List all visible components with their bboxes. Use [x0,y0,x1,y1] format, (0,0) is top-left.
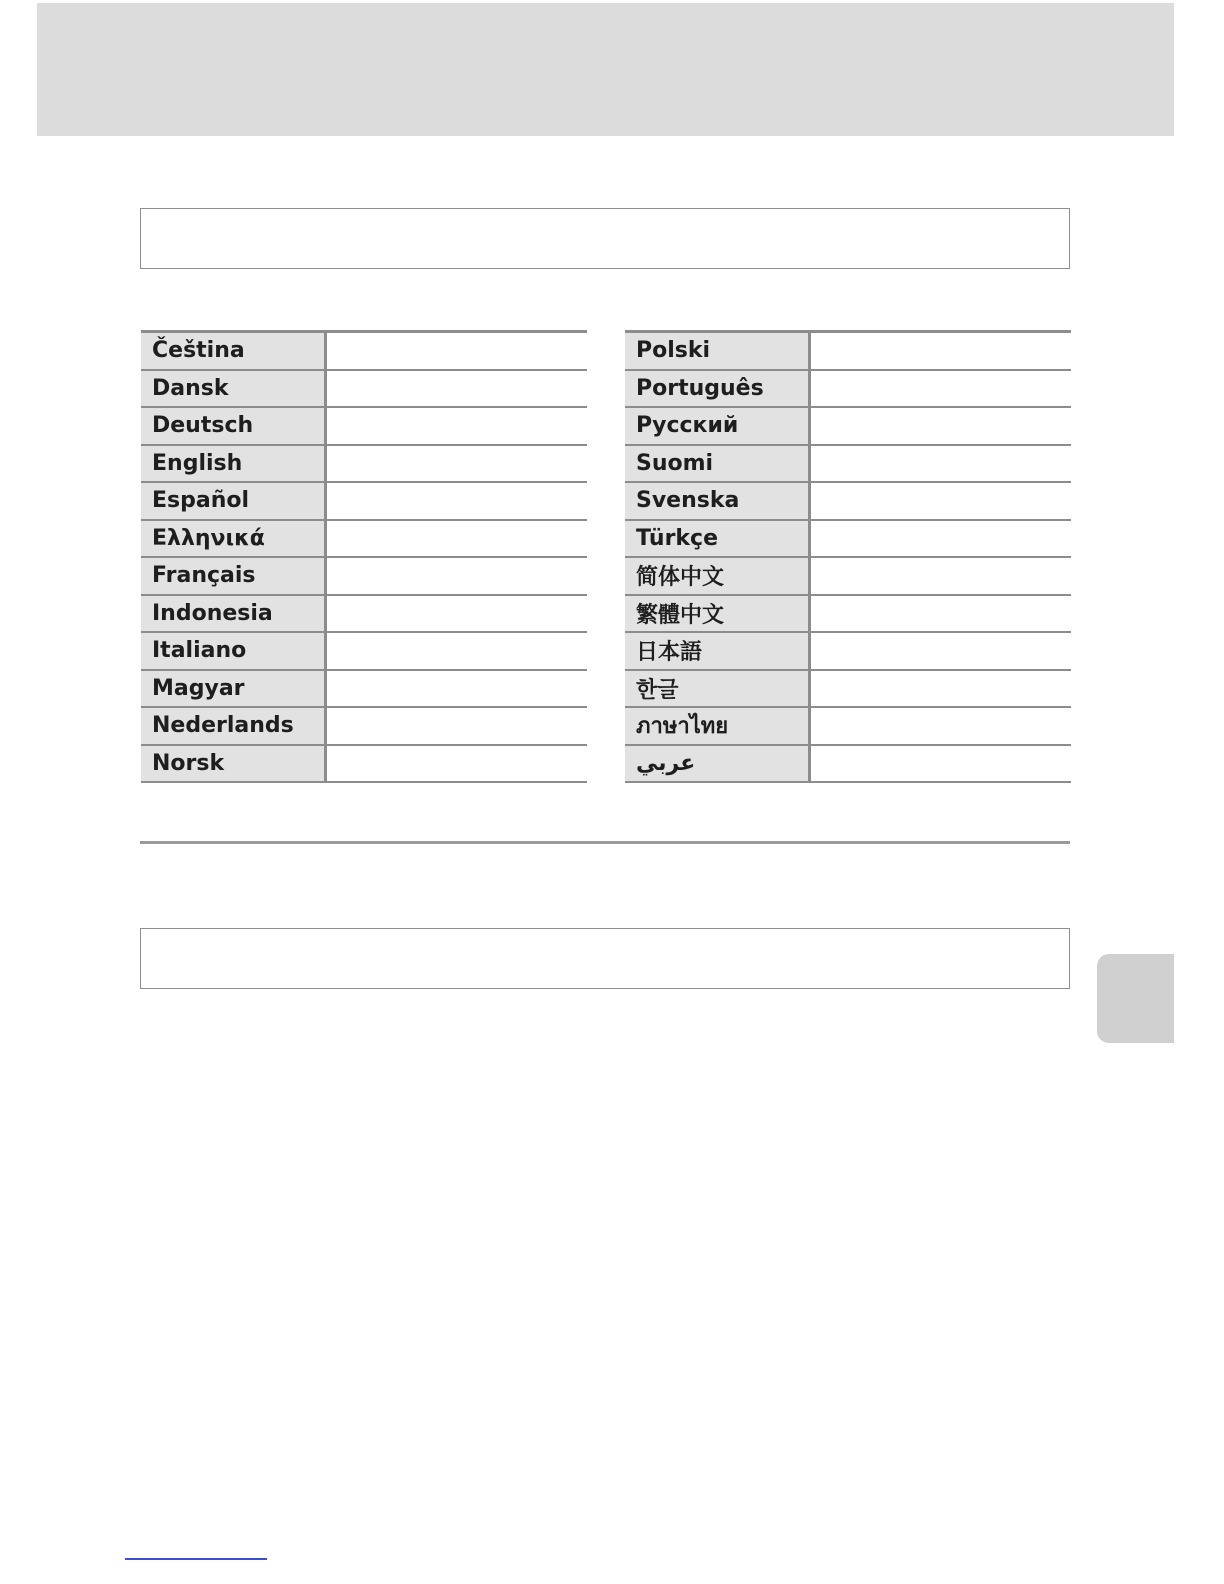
language-value-cell [327,408,587,444]
language-label: Türkçe [625,521,811,557]
top-note-box [140,208,1070,269]
language-table-right [625,330,1071,783]
bottom-note-box [140,928,1070,989]
language-label: 한글 [625,671,811,707]
language-label: عربي [625,746,811,782]
language-label: Deutsch [141,408,327,444]
language-label: ภาษาไทย [625,708,811,744]
language-row [625,558,1071,596]
language-label: Nederlands [141,708,327,744]
language-row [141,708,587,746]
language-value-cell [327,521,587,557]
language-label: Русский [625,408,811,444]
language-row [625,333,1071,371]
language-label: Ελληνικά [141,521,327,557]
language-row [141,671,587,709]
language-label: Italiano [141,633,327,669]
language-row [141,483,587,521]
language-row [141,446,587,484]
language-value-cell [327,446,587,482]
language-value-cell [811,521,1071,557]
language-value-cell [327,371,587,407]
section-divider [140,841,1070,844]
language-row [625,408,1071,446]
language-row [141,333,587,371]
language-value-cell [811,746,1071,782]
chapter-side-tab [1097,954,1174,1043]
language-row [625,521,1071,559]
language-value-cell [327,746,587,782]
language-value-cell [327,633,587,669]
language-value-cell [327,596,587,632]
language-label: Polski [625,333,811,369]
language-value-cell [811,371,1071,407]
language-value-cell [811,483,1071,519]
language-value-cell [327,558,587,594]
language-row [141,371,587,409]
language-label: Indonesia [141,596,327,632]
language-label: English [141,446,327,482]
language-label: Português [625,371,811,407]
language-value-cell [811,408,1071,444]
language-label: Čeština [141,333,327,369]
language-value-cell [327,333,587,369]
language-row [141,521,587,559]
language-label: Suomi [625,446,811,482]
language-row [625,633,1071,671]
language-label: Español [141,483,327,519]
language-label: 简体中文 [625,558,811,594]
language-row [141,408,587,446]
language-label: Dansk [141,371,327,407]
language-row [625,446,1071,484]
language-row [625,596,1071,634]
language-value-cell [811,558,1071,594]
language-row [625,746,1071,784]
language-label: Magyar [141,671,327,707]
language-value-cell [811,446,1071,482]
language-value-cell [327,483,587,519]
footer-link-underline[interactable] [125,1558,267,1560]
language-row [625,371,1071,409]
language-row [625,671,1071,709]
language-label: Français [141,558,327,594]
language-table-left [141,330,587,783]
language-row [625,483,1071,521]
language-row [141,596,587,634]
header-band [37,3,1174,136]
language-value-cell [811,708,1071,744]
language-value-cell [327,708,587,744]
language-row [141,633,587,671]
language-value-cell [327,671,587,707]
language-row [625,708,1071,746]
language-label: 日本語 [625,633,811,669]
language-row [141,746,587,784]
language-value-cell [811,596,1071,632]
language-label: Norsk [141,746,327,782]
language-value-cell [811,633,1071,669]
language-row [141,558,587,596]
language-label: 繁體中文 [625,596,811,632]
language-value-cell [811,671,1071,707]
language-value-cell [811,333,1071,369]
language-label: Svenska [625,483,811,519]
